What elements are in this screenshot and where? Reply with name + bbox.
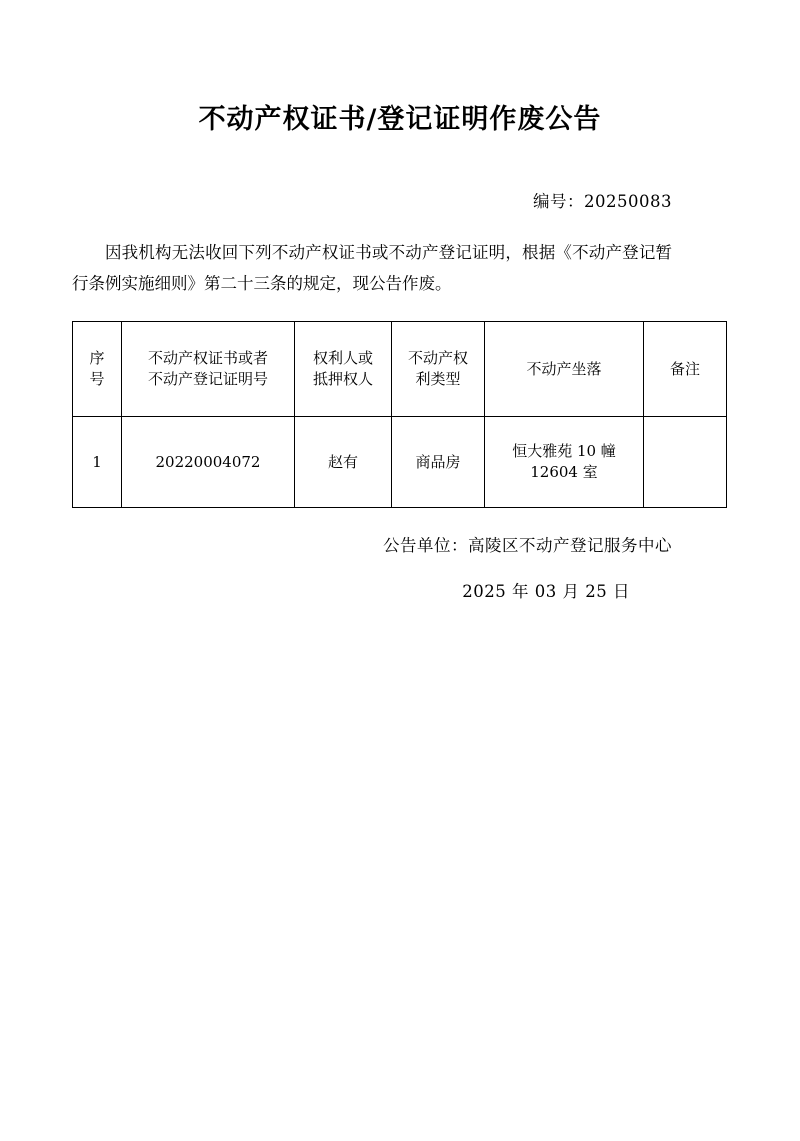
issuer-line: 公告单位：高陵区不动产登记服务中心 [383, 536, 672, 556]
notice-table-wrapper [0, 299, 800, 508]
issue-date: 2025 年 03 月 25 日 [462, 582, 630, 602]
cell-seq: 1 [73, 417, 122, 508]
table-header-row [73, 322, 727, 417]
page-title: 不动产权证书/登记证明作废公告 [198, 104, 602, 135]
cell-certificate-no: 20220004072 [122, 417, 295, 508]
column-header-seq-line2: 号 [89, 370, 105, 389]
notice-table [72, 321, 727, 508]
column-header-owner-line2: 抵押权人 [312, 370, 373, 389]
intro-paragraph: 因我机构无法收回下列不动产权证书或不动产登记证明，根据《不动产登记暂行条例实施细则》第二十三条的规定，现公告作废。 [72, 243, 672, 293]
column-header-certificate-no [122, 322, 295, 417]
cell-remark [644, 417, 727, 508]
column-header-owner [295, 322, 392, 417]
table-row [73, 417, 727, 508]
cell-location [485, 417, 644, 508]
cell-location-line2: 12604 室 [530, 463, 598, 482]
cell-right-type: 商品房 [392, 417, 485, 508]
column-header-seq [73, 322, 122, 417]
cell-owner: 赵有 [295, 417, 392, 508]
cell-location-line1: 恒大雅苑 10 幢 [512, 441, 616, 460]
column-header-right-type-line1: 不动产权 [407, 348, 468, 367]
column-header-owner-line1: 权利人或 [312, 348, 373, 367]
column-header-seq-line1: 序 [89, 348, 105, 367]
column-header-certificate-no-line2: 不动产登记证明号 [147, 370, 268, 389]
column-header-location: 不动产坐落 [485, 322, 644, 417]
column-header-remark: 备注 [644, 322, 727, 417]
column-header-right-type-line2: 利类型 [415, 370, 461, 389]
column-header-right-type [392, 322, 485, 417]
document-number: 编号：20250083 [533, 192, 672, 212]
column-header-certificate-no-line1: 不动产权证书或者 [147, 348, 268, 367]
